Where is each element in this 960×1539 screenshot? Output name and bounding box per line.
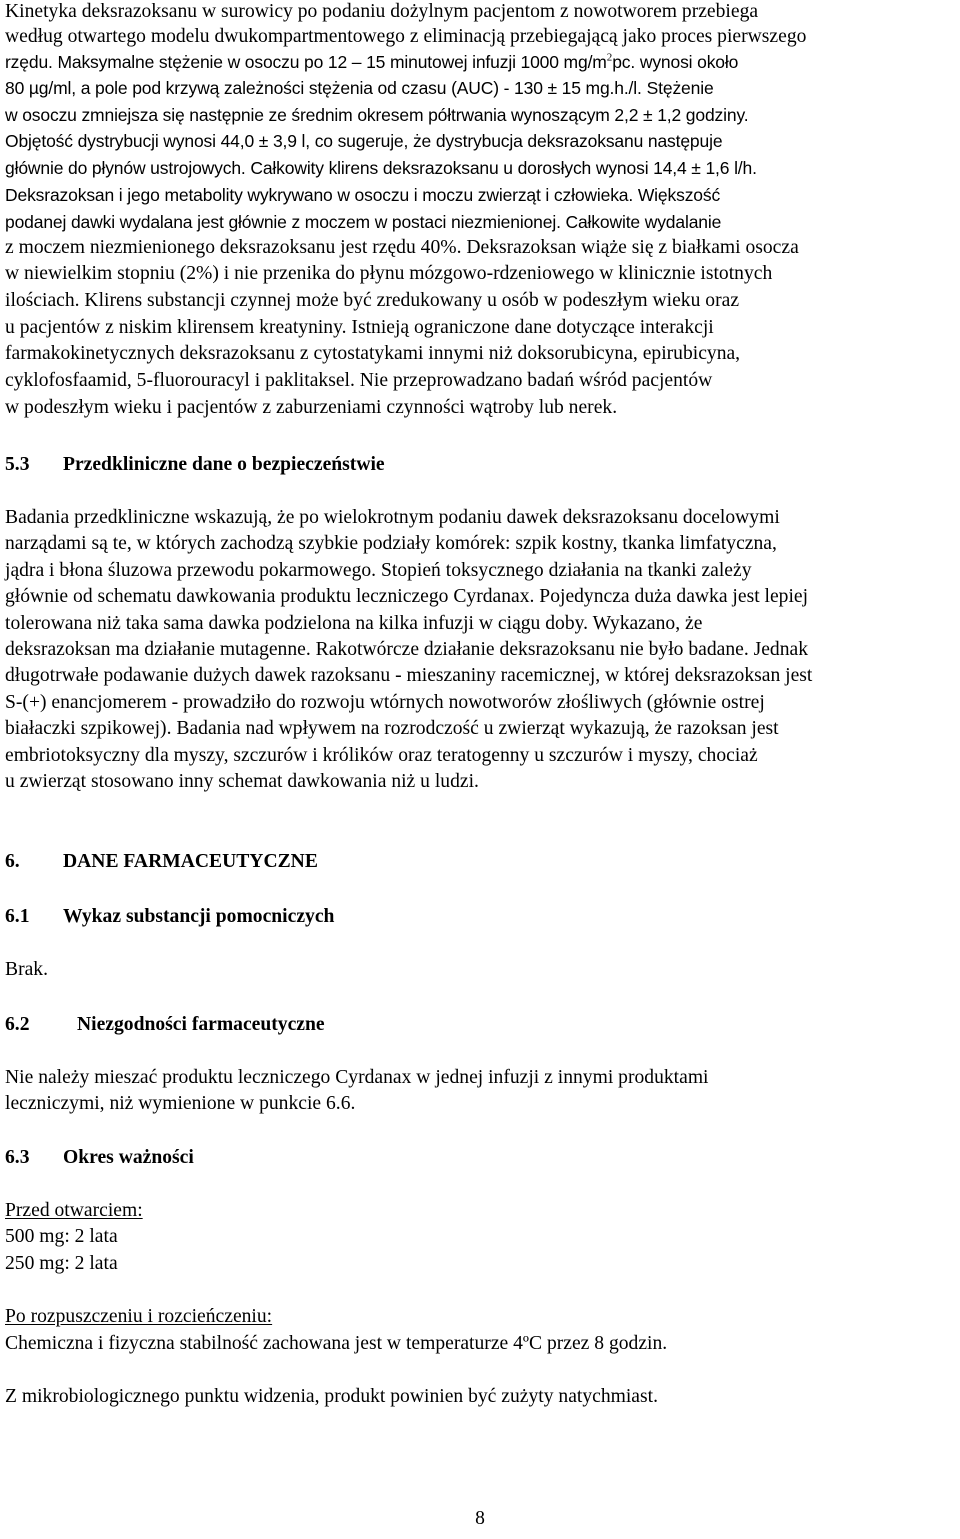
superscript: 2 (606, 51, 613, 64)
text-line: tolerowana niż taka sama dawka podzielona na kilka infuzji w ciągu doby. Wykazano, że (5, 613, 703, 634)
section-heading-6 (5, 849, 318, 875)
text-line: deksrazoksan ma działanie mutagenne. Rakotwórcze działanie deksrazoksanu nie było badane. Jednak (5, 639, 809, 660)
section-heading-6-1 (5, 904, 334, 930)
text-line (5, 75, 714, 101)
text-line: w osoczu zmniejsza się następnie ze średnim okresem półtrwania wynoszącym 2,2 ± 1,2 godziny. (5, 105, 749, 125)
text-line: z moczem niezmienionego deksrazoksanu jest rzędu 40%. Deksrazoksan wiąże się z białkami osocza (5, 237, 799, 258)
text-line: w niewielkim stopniu (2%) i nie przenika do płynu mózgowo-rdzeniowego w klinicznie istotnych (5, 263, 773, 284)
text-line: farmakokinetycznych deksrazoksanu z cytostatykami innymi niż doksorubicyna, epirubicyna, (5, 343, 741, 364)
excipients-text: Brak. (5, 959, 48, 980)
section-number: 6. (5, 851, 20, 872)
text-line: cyklofosfaamid, 5-fluorouracyl i paklitaksel. Nie przeprowadzano badań wśród pacjentów (5, 370, 713, 391)
text-line: narządami są te, w których zachodzą szybkie podziały komórek: szpik kostny, tkanka limfatyczna, (5, 533, 777, 554)
text-line: leczniczymi, niż wymienione w punkcie 6.6. (5, 1093, 356, 1114)
text-line: w podeszłym wieku i pacjentów z zaburzeniami czynności wątroby lub nerek. (5, 397, 618, 418)
before-opening-label: Przed otwarciem: (5, 1200, 143, 1221)
text-run: rzędu. Maksymalne stężenie w osoczu po 12 – 15 minutowej infuzji 1000 mg/m (5, 52, 607, 72)
text-line: u zwierząt stosowano inny schemat dawkowania niż u ludzi. (5, 771, 479, 792)
text-run: 80 µg/ml, a pole pod krzywą zależności stężenia od czasu (AUC) - 130 ± 15 mg.h./l. (5, 78, 642, 98)
text-line: ilościach. Klirens substancji czynnej może być zredukowany u osób w podeszłym wieku oraz (5, 290, 740, 311)
text-line: Nie należy mieszać produktu leczniczego Cyrdanax w jednej infuzji z innymi produktami (5, 1067, 709, 1088)
text-line: Kinetyka deksrazoksanu w surowicy po podaniu dożylnym pacjentom z nowotworem przebiega (5, 1, 759, 22)
section-title: Niezgodności farmaceutyczne (77, 1014, 325, 1035)
text-line: długotrwałe podawanie dużych dawek razoksanu - mieszaniny racemicznej, w której deksrazoksan jest (5, 665, 813, 686)
after-reconstitution-label: Po rozpuszczeniu i rozcieńczeniu: (5, 1306, 273, 1327)
text-line: według otwartego modelu dwukompartmentowego z eliminacją przebiegającą jako proces pierwszego (5, 26, 807, 47)
shelf-life-item: 500 mg: 2 lata (5, 1226, 118, 1247)
text-run: pc. wynosi około (612, 52, 739, 72)
text-line: podanej dawki wydalana jest głównie z moczem w postaci niezmienionej. Całkowite wydalanie (5, 212, 722, 232)
text-line: głównie od schematu dawkowania produktu leczniczego Cyrdanax. Pojedyncza duża dawka jest lepiej (5, 586, 809, 607)
section-heading-5-3 (5, 452, 385, 478)
text-run: Stężenie (646, 78, 714, 98)
section-title: Okres ważności (63, 1147, 194, 1168)
text-line: jądra i błona śluzowa przewodu pokarmowego. Stopień toksycznego działania na tkanki zależy (5, 560, 752, 581)
section-heading-6-2 (5, 1012, 325, 1038)
section-title: DANE FARMACEUTYCZNE (63, 851, 318, 872)
text-line: embriotoksyczny dla myszy, szczurów i królików oraz teratogenny u szczurów i myszy, chociaż (5, 745, 758, 766)
text-line: Badania przedkliniczne wskazują, że po wielokrotnym podaniu dawek deksrazoksanu docelowymi (5, 507, 780, 528)
text-line: Objętość dystrybucji wynosi 44,0 ± 3,9 l, co sugeruje, że dystrybucja deksrazoksanu następuje (5, 131, 723, 151)
text-line: Deksrazoksan i jego metabolity wykrywano w osoczu i moczu zwierząt i człowieka. Większość (5, 185, 721, 205)
microbiological-text: Z mikrobiologicznego punktu widzenia, produkt powinien być zużyty natychmiast. (5, 1386, 658, 1407)
section-number: 6.1 (5, 906, 30, 927)
text-line: u pacjentów z niskim klirensem kreatyniny. Istnieją ograniczone dane dotyczące interakcji (5, 317, 714, 338)
shelf-life-item: 250 mg: 2 lata (5, 1253, 118, 1274)
stability-text: Chemiczna i fizyczna stabilność zachowana jest w temperaturze 4ºC przez 8 godzin. (5, 1333, 668, 1354)
text-line (5, 49, 738, 75)
section-number: 5.3 (5, 454, 30, 475)
section-number: 6.3 (5, 1147, 30, 1168)
section-number: 6.2 (5, 1014, 30, 1035)
text-line: S-(+) enancjomerem - prowadziło do rozwoju wtórnych nowotworów złośliwych (głównie ostrej (5, 692, 765, 713)
text-line: głównie do płynów ustrojowych. Całkowity klirens deksrazoksanu u dorosłych wynosi 14,4 ± 1,6 l/h. (5, 158, 757, 178)
section-heading-6-3 (5, 1145, 194, 1171)
section-title: Wykaz substancji pomocniczych (63, 906, 335, 927)
section-title: Przedkliniczne dane o bezpieczeństwie (63, 454, 385, 475)
text-line: białaczki szpikowej). Badania nad wpływem na rozrodczość u zwierząt wykazują, że razoksan jest (5, 718, 779, 739)
page-number: 8 (475, 1508, 485, 1529)
